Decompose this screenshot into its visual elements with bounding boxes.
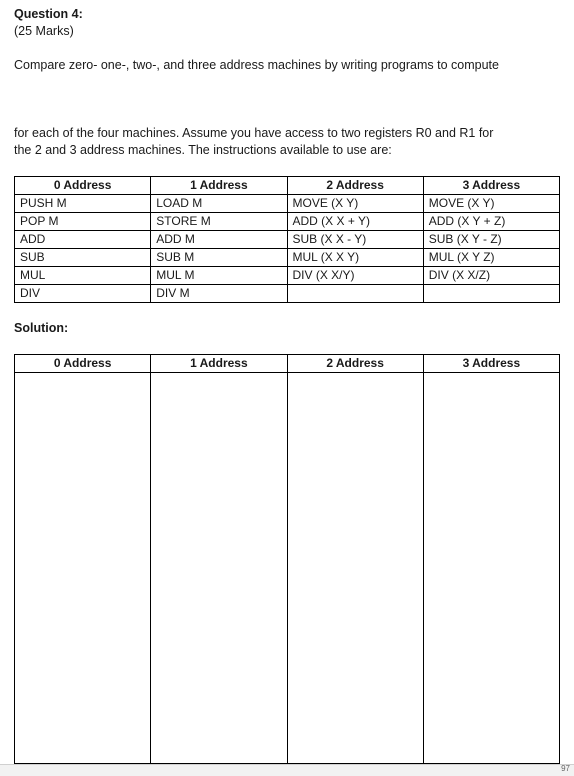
table-cell: ADD (X X + Y) (287, 213, 423, 231)
table-cell (423, 285, 559, 303)
table-cell: STORE M (151, 213, 287, 231)
table-cell: ADD (X Y + Z) (423, 213, 559, 231)
table-row (15, 231, 560, 249)
table-row (15, 267, 560, 285)
table-cell: ADD M (151, 231, 287, 249)
answer-cell-2-address[interactable] (287, 373, 423, 764)
table-cell: SUB M (151, 249, 287, 267)
table-cell: PUSH M (15, 195, 151, 213)
question-detail-line-1: for each of the four machines. Assume you have access to two registers R0 and R1 for (14, 126, 494, 140)
table-cell: LOAD M (151, 195, 287, 213)
question-title: Question 4: (14, 7, 83, 21)
table-cell: DIV M (151, 285, 287, 303)
solution-header-row (15, 355, 560, 373)
solution-table (14, 354, 560, 764)
table-row (15, 249, 560, 267)
table-cell: MOVE (X Y) (287, 195, 423, 213)
header-3-address: 3 Address (423, 177, 559, 195)
table-row (15, 195, 560, 213)
answer-cell-3-address[interactable] (423, 373, 559, 764)
table-cell: SUB (15, 249, 151, 267)
table-cell: SUB (X Y - Z) (423, 231, 559, 249)
table-cell: POP M (15, 213, 151, 231)
table-cell: DIV (X X/Y) (287, 267, 423, 285)
solution-answer-row (15, 373, 560, 764)
table-cell: DIV (X X/Z) (423, 267, 559, 285)
solution-header-2-address: 2 Address (287, 355, 423, 373)
table-cell: SUB (X X - Y) (287, 231, 423, 249)
table-cell: MUL (X X Y) (287, 249, 423, 267)
table-row (15, 213, 560, 231)
header-2-address: 2 Address (287, 177, 423, 195)
question-marks: (25 Marks) (14, 24, 74, 38)
solution-header-3-address: 3 Address (423, 355, 559, 373)
footer-bar (0, 764, 574, 776)
instructions-header-row (15, 177, 560, 195)
table-cell: MOVE (X Y) (423, 195, 559, 213)
table-cell: ADD (15, 231, 151, 249)
solution-header-0-address: 0 Address (15, 355, 151, 373)
solution-label: Solution: (14, 321, 69, 335)
table-cell (287, 285, 423, 303)
answer-cell-0-address[interactable] (15, 373, 151, 764)
header-1-address: 1 Address (151, 177, 287, 195)
header-0-address: 0 Address (15, 177, 151, 195)
question-prompt: Compare zero- one-, two-, and three address machines by writing programs to compute (14, 58, 499, 72)
page-number: 97 (561, 764, 570, 773)
table-row (15, 285, 560, 303)
table-cell: MUL M (151, 267, 287, 285)
table-cell: DIV (15, 285, 151, 303)
instructions-table (14, 176, 560, 303)
question-detail-line-2: the 2 and 3 address machines. The instructions available to use are: (14, 143, 392, 157)
solution-header-1-address: 1 Address (151, 355, 287, 373)
table-cell: MUL (X Y Z) (423, 249, 559, 267)
table-cell: MUL (15, 267, 151, 285)
answer-cell-1-address[interactable] (151, 373, 287, 764)
